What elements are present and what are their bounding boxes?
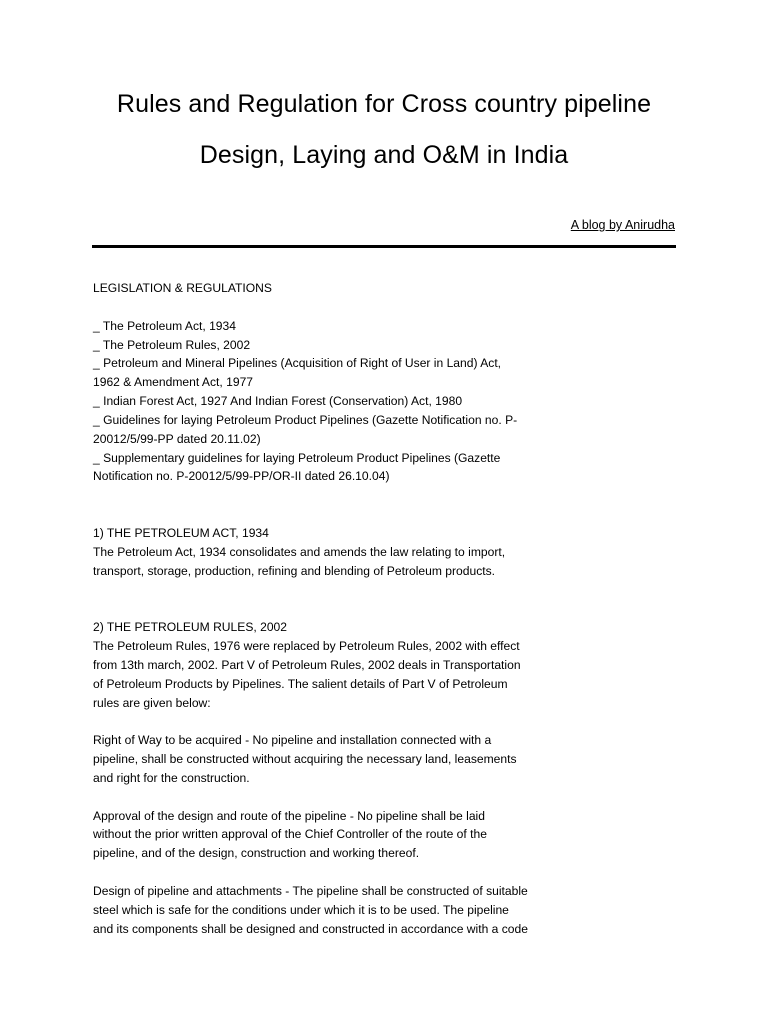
approval-line: without the prior written approval of the Chief Controller of the route of the <box>93 827 487 842</box>
legislation-heading: LEGISLATION & REGULATIONS <box>93 281 272 295</box>
legislation-line: _ Supplementary guidelines for laying Petroleum Product Pipelines (Gazette <box>93 450 501 465</box>
legislation-line: _ The Petroleum Act, 1934 <box>93 318 236 333</box>
legislation-line: _ Guidelines for laying Petroleum Product Pipelines (Gazette Notification no. P- <box>93 412 518 427</box>
legislation-line: _ Indian Forest Act, 1927 And Indian Forest (Conservation) Act, 1980 <box>93 394 463 409</box>
approval-line: Approval of the design and route of the pipeline - No pipeline shall be laid <box>93 808 485 823</box>
legislation-line: Notification no. P-20012/5/99-PP/OR-II dated 26.10.04) <box>93 469 390 484</box>
legislation-line: 20012/5/99-PP dated 20.11.02) <box>93 431 261 446</box>
section-2-line: rules are given below: <box>93 695 211 710</box>
section-2-line: from 13th march, 2002. Part V of Petroleum Rules, 2002 deals in Transportation <box>93 657 521 672</box>
section-2-heading: 2) THE PETROLEUM RULES, 2002 <box>93 620 288 635</box>
legislation-line: _ Petroleum and Mineral Pipelines (Acquisition of Right of User in Land) Act, <box>93 356 502 371</box>
document-title-line-1: Rules and Regulation for Cross country pipeline <box>116 90 652 118</box>
right-of-way-line: and right for the construction. <box>93 770 250 785</box>
document-title-line-2: Design, Laying and O&M in India <box>199 141 569 169</box>
horizontal-rule <box>92 245 676 248</box>
section-2-line: of Petroleum Products by Pipelines. The salient details of Part V of Petroleum <box>93 676 508 691</box>
legislation-line: _ The Petroleum Rules, 2002 <box>93 337 251 352</box>
design-line: and its components shall be designed and constructed in accordance with a code <box>93 921 528 936</box>
right-of-way-line: Right of Way to be acquired - No pipeline and installation connected with a <box>93 733 492 748</box>
section-1-heading: 1) THE PETROLEUM ACT, 1934 <box>93 525 269 540</box>
right-of-way-line: pipeline, shall be constructed without acquiring the necessary land, leasements <box>93 752 517 767</box>
section-2-line: The Petroleum Rules, 1976 were replaced by Petroleum Rules, 2002 with effect <box>93 639 520 654</box>
design-line: steel which is safe for the conditions under which it is to be used. The pipeline <box>93 902 509 917</box>
design-line: Design of pipeline and attachments - The pipeline shall be constructed of suitable <box>93 884 528 898</box>
document-body <box>93 279 573 939</box>
legislation-line: 1962 & Amendment Act, 1977 <box>93 375 254 390</box>
section-1-line: The Petroleum Act, 1934 consolidates and amends the law relating to import, <box>93 544 506 559</box>
section-1-line: transport, storage, production, refining and blending of Petroleum products. <box>93 563 496 578</box>
approval-line: pipeline, and of the design, construction and working thereof. <box>93 846 420 861</box>
byline-link[interactable]: A blog by Anirudha <box>570 218 675 232</box>
